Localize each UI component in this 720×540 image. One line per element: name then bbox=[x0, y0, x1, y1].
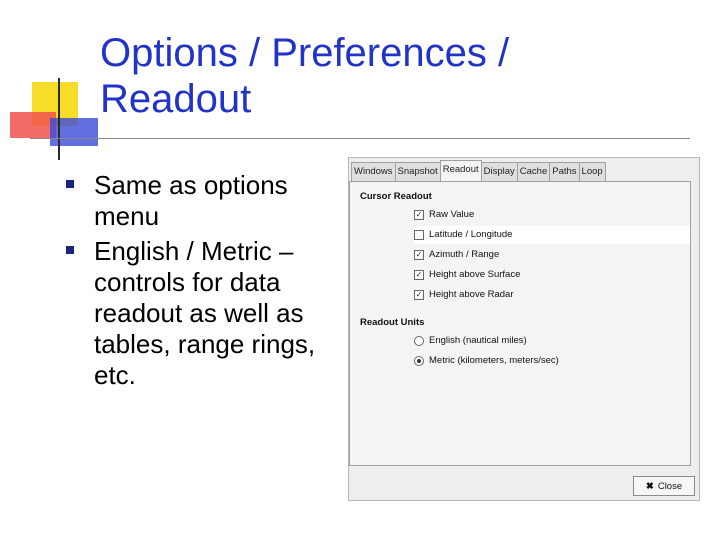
tab-bar bbox=[351, 162, 605, 182]
tab-readout[interactable]: Readout bbox=[440, 160, 482, 181]
radio-metric[interactable] bbox=[414, 352, 690, 370]
close-icon: ✖ bbox=[645, 480, 654, 492]
bullet-list bbox=[66, 170, 336, 395]
checkbox-unchecked-icon[interactable] bbox=[414, 230, 424, 240]
checkbox-checked-icon[interactable]: ✓ bbox=[415, 250, 423, 259]
checkbox-raw-value[interactable] bbox=[414, 206, 690, 224]
checkbox-checked-icon[interactable]: ✓ bbox=[415, 270, 423, 279]
radio-off-icon[interactable] bbox=[414, 336, 424, 346]
checkbox-checked-icon[interactable]: ✓ bbox=[415, 210, 423, 219]
tab-paths[interactable]: Paths bbox=[549, 162, 579, 181]
radio-label: English (nautical miles) bbox=[429, 335, 527, 346]
checkbox-label: Azimuth / Range bbox=[429, 249, 500, 260]
bullet-item bbox=[66, 236, 336, 391]
checkbox-label: Height above Surface bbox=[429, 269, 521, 280]
checkbox-height-above-radar[interactable] bbox=[414, 286, 690, 304]
tab-cache[interactable]: Cache bbox=[517, 162, 550, 181]
checkbox-label: Height above Radar bbox=[429, 289, 514, 300]
checkbox-azimuth-range[interactable] bbox=[414, 246, 690, 264]
checkbox-label: Raw Value bbox=[429, 209, 475, 220]
tab-loop[interactable]: Loop bbox=[579, 162, 606, 181]
title-divider bbox=[30, 138, 690, 139]
close-button[interactable] bbox=[633, 476, 695, 496]
bullet-square-icon bbox=[66, 246, 74, 254]
bullet-item bbox=[66, 170, 336, 232]
checkbox-checked-icon[interactable]: ✓ bbox=[415, 290, 423, 299]
bullet-text: Same as options menu bbox=[94, 170, 288, 231]
readout-panel bbox=[349, 181, 691, 466]
preferences-dialog bbox=[348, 157, 700, 501]
bullet-text: English / Metric – controls for data readout as well as tables, range rings, etc. bbox=[94, 236, 316, 390]
tab-snapshot[interactable]: Snapshot bbox=[395, 162, 441, 181]
radio-english[interactable] bbox=[414, 332, 690, 350]
checkbox-label: Latitude / Longitude bbox=[429, 229, 513, 240]
radio-on-icon[interactable] bbox=[414, 356, 424, 366]
decor-vertical-line bbox=[58, 78, 60, 160]
checkbox-height-above-surface[interactable] bbox=[414, 266, 690, 284]
close-label: Close bbox=[657, 480, 683, 492]
bullet-square-icon bbox=[66, 180, 74, 188]
slide-title: Options / Preferences / Readout bbox=[100, 31, 510, 121]
tab-display[interactable]: Display bbox=[481, 162, 518, 181]
section-readout-units: Readout Units bbox=[360, 317, 425, 328]
checkbox-latitude-longitude[interactable] bbox=[414, 226, 690, 244]
radio-label: Metric (kilometers, meters/sec) bbox=[429, 355, 559, 366]
section-cursor-readout: Cursor Readout bbox=[360, 191, 432, 202]
tab-windows[interactable]: Windows bbox=[351, 162, 396, 181]
